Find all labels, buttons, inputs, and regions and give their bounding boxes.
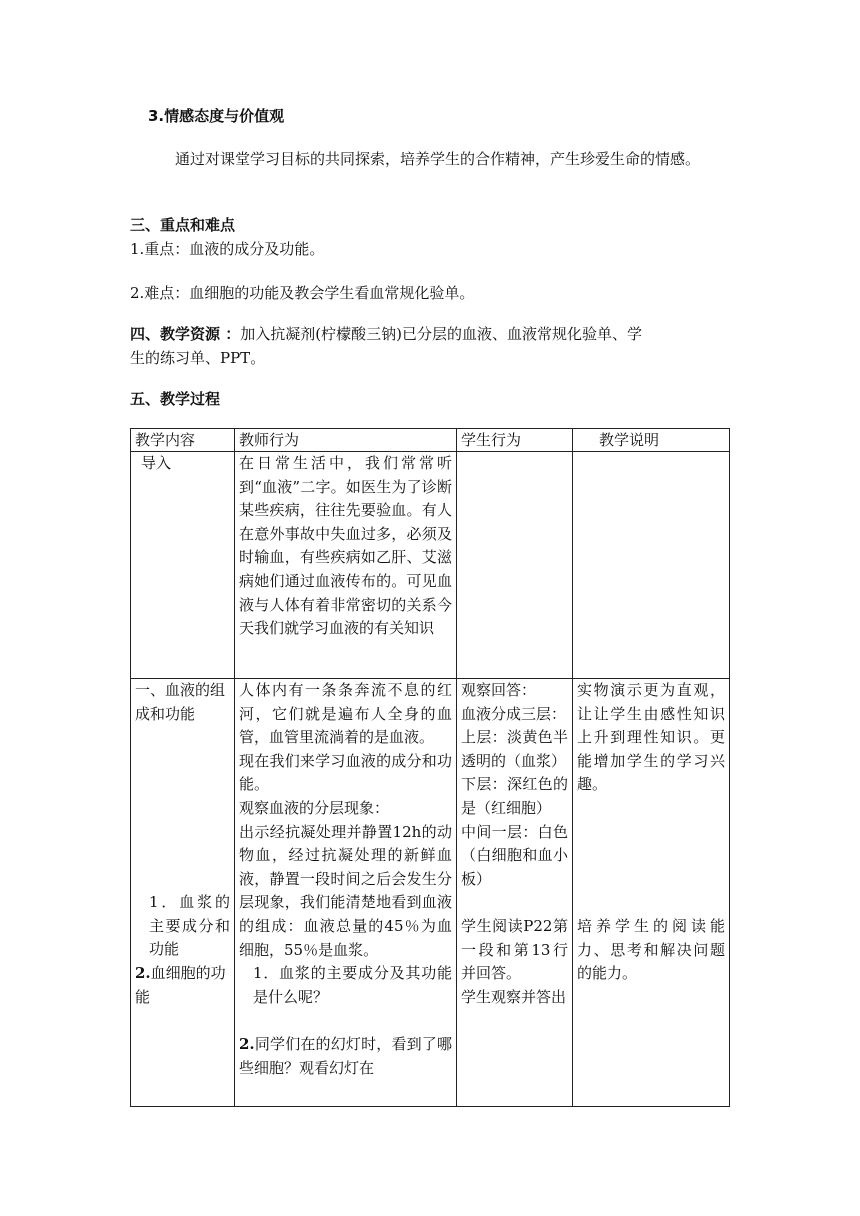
row1-teacher: 在日常生活中，我们常常听到“血液”二字。如医生为了诊断某些疾病，往往先要验血。有人在意外事故中失血过多，必须及时输血，有些疾病如乙肝、艾滋病她们通过血液传布的。可见血液与人体有着非常密切的关系今天我们就学习血液的有关知识 bbox=[235, 452, 457, 679]
teaching-process-table bbox=[130, 428, 730, 1107]
notes-paragraph-2: 培养学生的阅读能力、思考和解决问题的能力。 bbox=[577, 916, 725, 983]
student-paragraph-3: 上层：淡黄色半透明的（血浆） bbox=[461, 728, 568, 770]
header-content: 教学内容 bbox=[131, 429, 235, 452]
student-paragraph-1: 观察回答： bbox=[461, 681, 537, 699]
focus-point: 1.重点：血液的成分及功能。 bbox=[130, 240, 325, 258]
row2-content-item2-number: 2. bbox=[135, 963, 151, 982]
student-paragraph-4: 下层：深红色的是（红细胞） bbox=[461, 775, 568, 817]
resources-heading: 四、教学资源 ： bbox=[130, 325, 241, 343]
header-notes: 教学说明 bbox=[573, 429, 730, 452]
section3-paragraph: 通过对课堂学习目标的共同探索，培养学生的合作精神，产生珍爱生命的情感。 bbox=[175, 150, 701, 168]
teacher-question-2-number: 2. bbox=[239, 1034, 255, 1053]
teacher-paragraph-2: 现在我们来学习血液的成分和功能。 bbox=[239, 751, 452, 794]
teacher-question-2-text: 同学们在的幻灯时，看到了哪些细胞？观看幻灯在 bbox=[239, 1034, 452, 1077]
section3-heading: 3.情感态度与价值观 bbox=[148, 107, 285, 125]
teacher-question-1: 1．血浆的主要成分及其功能是什么呢？ bbox=[253, 964, 452, 1006]
header-student: 学生行为 bbox=[457, 429, 573, 452]
resources-line1 bbox=[130, 323, 642, 344]
teacher-question-2 bbox=[239, 1033, 452, 1080]
notes-paragraph-1: 实物演示更为直观，让让学生由感性知识上升到理性知识。更能增加学生的学习兴趣。 bbox=[577, 681, 725, 794]
row2-notes bbox=[573, 679, 730, 1107]
resources-text-line2: 生的练习单、PPT。 bbox=[130, 349, 266, 367]
difficulty-point: 2.难点：血细胞的功能及教会学生看血常规化验单。 bbox=[130, 284, 475, 302]
header-teacher: 教师行为 bbox=[235, 429, 457, 452]
process-heading: 五、教学过程 bbox=[130, 390, 221, 408]
row2-content-item1: 1．血浆的主要成分和功能 bbox=[149, 893, 230, 959]
resources-text-line1: 加入抗凝剂(柠檬酸三钠)已分层的血液、血液常规化验单、学 bbox=[240, 325, 642, 343]
key-points-heading: 三、重点和难点 bbox=[130, 216, 236, 234]
teacher-paragraph-4: 出示经抗凝处理并静置12h的动物血，经过抗凝处理的新鲜血液，静置一段时间之后会发生分层现象，我们能清楚地看到血液的组成：血液总量的45％为血细胞，55％是血浆。 bbox=[239, 822, 452, 959]
table-row bbox=[131, 452, 730, 679]
teacher-paragraph-1: 人体内有一条条奔流不息的红河，它们就是遍布人全身的血管，血管里流淌着的是血液。 bbox=[239, 681, 452, 747]
row2-content bbox=[131, 679, 235, 1107]
row2-content-item2 bbox=[135, 962, 230, 1009]
table-header-row bbox=[131, 429, 730, 452]
table-row bbox=[131, 679, 730, 1107]
student-paragraph-2: 血液分成三层： bbox=[461, 704, 567, 723]
student-paragraph-6: 学生阅读P22第一段和第13行并回答。 bbox=[461, 916, 568, 983]
row2-content-item2-text: 血细胞的功能 bbox=[135, 963, 226, 1006]
row1-content: 导入 bbox=[131, 452, 235, 679]
teacher-paragraph-3: 观察血液的分层现象： bbox=[239, 798, 390, 817]
student-paragraph-7: 学生观察并答出 bbox=[461, 987, 567, 1006]
row2-content-title: 一、血液的组成和功能 bbox=[135, 681, 226, 723]
student-paragraph-5: 中间一层：白色（白细胞和血小板） bbox=[461, 822, 568, 888]
row1-student bbox=[457, 452, 573, 679]
row2-student bbox=[457, 679, 573, 1107]
row1-notes bbox=[573, 452, 730, 679]
row2-teacher bbox=[235, 679, 457, 1107]
